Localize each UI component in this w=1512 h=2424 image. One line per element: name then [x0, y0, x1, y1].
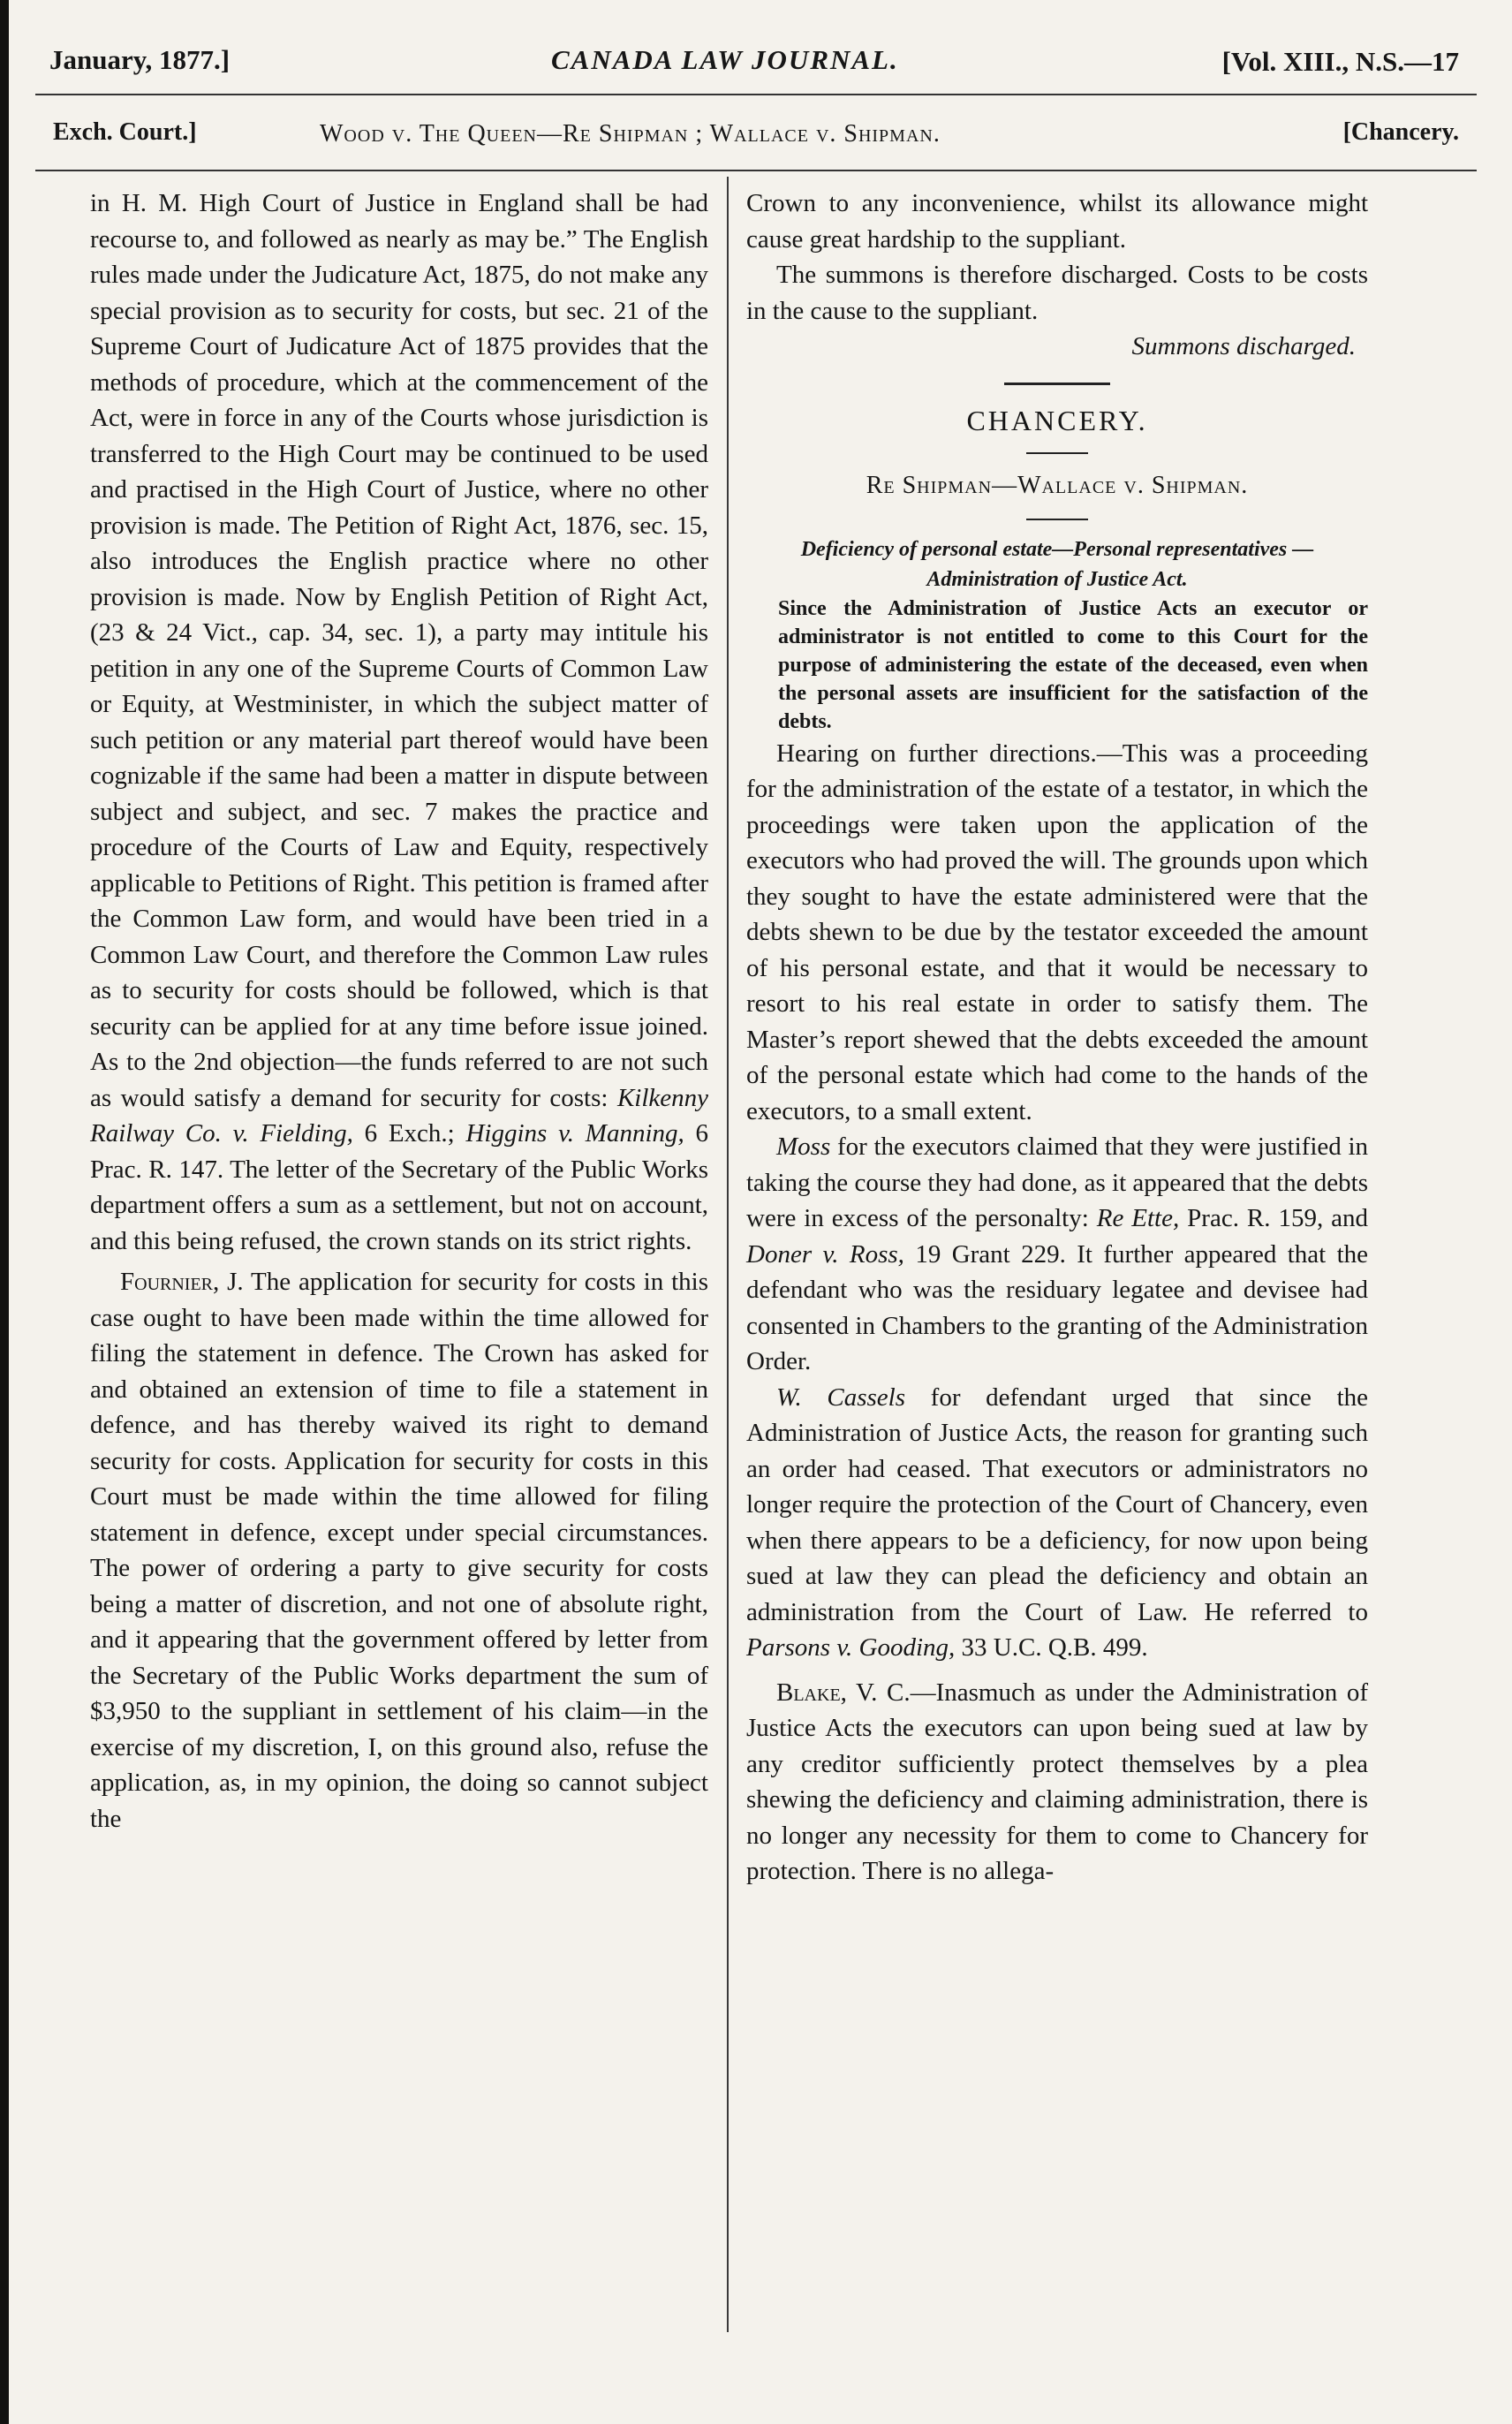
paragraph: Hearing on further directions.—This was a proceeding for the administration of the estate of a testator, in which the proceedings were taken upon the application of the executors who had proved the will. The grounds upon which they sought to have the estate administered were that the debts shewn to be due by the testator exceeded the amount of his personal estate, and that it would be necessary to resort to his real estate in order to satisfy them. The Master’s report shewed that the debts exceeded the amount of the personal estate which had come to the hands of the executors, to a small extent.: [746, 739, 1368, 1125]
running-header: [49, 39, 1459, 83]
court-right: [Chancery.: [1342, 118, 1459, 146]
paragraph: W. Cassels for defendant urged that since the Administration of Justice Acts, the reason for granting such an order had ceased. That executors or administrators no longer require the protection of the Court of Chancery, even when there appears to be a deficiency, for now upon being sued at law they can plead the deficiency and obtain an administration from the Court of Law. He referred to Parsons v. Gooding, 33 U.C. Q.B. 499.: [746, 1382, 1368, 1662]
case-names: Wood v. The Queen—Re Shipman ; Wallace v. Shipman.: [320, 120, 941, 148]
headnote-head: Deficiency of personal estate—Personal representatives —Administration of Justice Act.: [800, 537, 1314, 591]
scan-edge: [0, 0, 9, 2424]
header-journal-title: CANADA LAW JOURNAL.: [551, 44, 899, 75]
paragraph: The summons is therefore discharged. Costs to be costs in the cause to the suppliant.: [746, 261, 1368, 325]
section-rule: [1026, 519, 1088, 520]
case-summary: Since the Administration of Justice Acts an executor or administrator is not entitled to come to this Court for the purpose of administering the estate of the deceased, even when the personal assets are insufficient for the satisfaction of the debts.: [778, 596, 1368, 733]
case-header: [53, 106, 1459, 159]
case-title: Re Shipman—Wallace v. Shipman.: [866, 472, 1249, 499]
header-date: January, 1877.]: [49, 44, 231, 75]
judge-name: Blake, V. C.: [776, 1678, 911, 1707]
counsel-name: W. Cassels: [776, 1382, 906, 1412]
judge-name: Fournier, J.: [120, 1268, 244, 1296]
section-title: CHANCERY.: [966, 404, 1148, 436]
counsel-name: Moss: [776, 1132, 831, 1161]
subheader-rule: [35, 170, 1477, 171]
column-divider: [727, 177, 729, 2332]
section-rule: [1026, 452, 1088, 454]
paragraph: Crown to any inconvenience, whilst its allowance might cause great hardship to the suppliant.: [746, 189, 1368, 254]
header-volume: [Vol. XIII., N.S.—17: [1221, 46, 1459, 77]
section-rule: [1004, 383, 1110, 385]
sign-off: Summons discharged.: [1131, 332, 1356, 360]
paragraph: in H. M. High Court of Justice in England shall be had recourse to, and followed as nearly as may be.” The English rules made under the Judicature Act, 1875, do not make any special provision as to security for costs, but sec. 21 of the Supreme Court of Judicature Act of 1875 provides that the methods of procedure, which at the commencement of the Act, were in force in any of the Courts whose jurisdiction is transferred to the High Court may be continued to be used and practised in the High Court of Justice, where no other provision is made. The Petition of Right Act, 1876, sec. 15, also introduces the English practice where no other provision is made. Now by English Petition of Right Act, (23 & 24 Vict., cap. 34, sec. 1), a party may intitule his petition in any one of the Supreme Courts of Common Law or Equity, at Westminister, in which the subject matter of such petition or any material part thereof would have been cognizable if the same had been a matter in dispute between subject and subject, and sec. 7 makes the practice and procedure of the Courts of Law and Equity, respectively applicable to Petitions of Right. This petition is framed after the Common Law form, and would have been tried in a Common Law Court, and therefore the Common Law rules as to security for costs should be followed, which is that security can be applied for at any time before issue joined. As to the 2nd objection—the funds referred to are not such as would satisfy a demand for security for costs: Kilkenny Railway Co. v. Fielding, 6 Exch.; Higgins v. Manning, 6 Prac. R. 147. The letter of the Secretary of the Public Works department offers a sum as a settlement, but not on account, and this being refused, the crown stands on its strict rights.: [90, 189, 709, 1255]
paragraph: Blake, V. C.—Inasmuch as under the Administration of Justice Acts the executors can upon being sued at law by any creditor sufficiently protect themselves by a plea shewing the deficiency and claiming administration, there is no longer any necessity for them to come to Chancery for protection. There is no allega-: [746, 1678, 1368, 1885]
header-rule: [35, 94, 1477, 95]
paragraph: Moss for the executors claimed that they were justified in taking the course they had done, as it appeared that the debts were in excess of the personalty: Re Ette, Prac. R. 159, and Doner v. Ross, 19 Grant 229. It further appeared that the defendant who was the residuary legatee and devisee had consented in Chambers to the granting of the Administration Order.: [746, 1132, 1369, 1375]
left-column: [90, 186, 708, 1837]
court-left: Exch. Court.]: [53, 118, 197, 146]
right-column: [746, 186, 1368, 1890]
paragraph: Fournier, J. The application for security for costs in this case ought to have been made within the time allowed for filing the statement in defence. The Crown has asked for and obtained an extension of time to file a statement in defence, and has thereby waived its right to demand security for costs. Application for security for costs in this Court must be made within the time allowed for filing statement in defence, except under special circumstances. The power of ordering a party to give security for costs being a matter of discretion, and not one of absolute right, and it appearing that the government offered by letter from the Secretary of the Public Works department the sum of $3,950 to the suppliant in settlement of his claim—in the exercise of my discretion, I, on this ground also, refuse the application, as, in my opinion, the doing so cannot subject the: [90, 1268, 708, 1833]
